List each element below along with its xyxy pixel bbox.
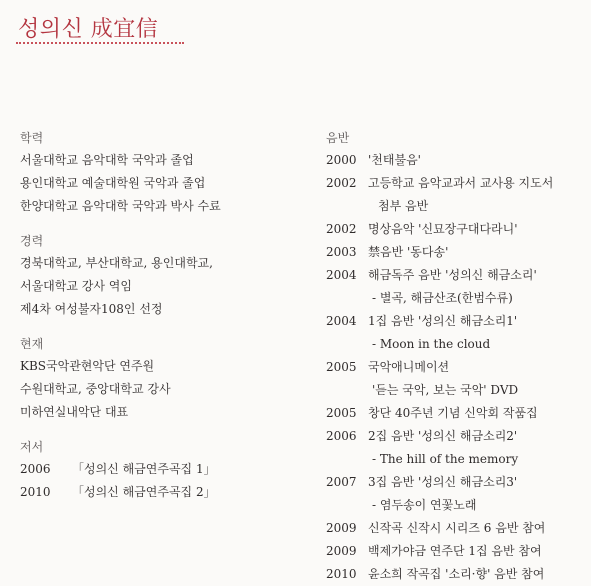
year: 2003: [326, 245, 357, 259]
list-item: [316, 540, 588, 563]
list-item: [20, 458, 310, 481]
list-item: [20, 481, 310, 504]
item-text: 국악애니메이션: [368, 360, 450, 374]
list-item: 경북대학교, 부산대학교, 용인대학교,: [20, 256, 213, 270]
year: 2009: [326, 521, 357, 535]
list-item: 용인대학교 예술대학원 국악과 졸업: [20, 176, 206, 190]
item-continuation: - Moon in the cloud: [372, 337, 491, 351]
section-heading: 저서: [20, 440, 44, 454]
career-section: [20, 230, 310, 321]
list-item: [316, 172, 588, 195]
item-continuation: '듣는 국악, 보는 국악' DVD: [372, 383, 519, 397]
section-heading: 음반: [326, 131, 350, 145]
year: 2002: [326, 176, 357, 190]
year: 2004: [326, 268, 357, 282]
list-item: [316, 425, 588, 448]
list-item: [316, 241, 588, 264]
list-item: [316, 356, 588, 379]
list-item: [316, 264, 588, 287]
year: 2005: [326, 360, 357, 374]
page-title: 성의신 成宜信: [18, 17, 159, 42]
item-continuation: - The hill of the memory: [372, 452, 519, 466]
section-heading: 경력: [20, 234, 44, 248]
year: 2010: [20, 485, 51, 499]
list-item: 수원대학교, 중앙대학교 강사: [20, 382, 171, 396]
list-item: [316, 563, 588, 586]
item-text: 해금독주 음반 '성의신 해금소리': [368, 268, 537, 282]
list-item: [316, 471, 588, 494]
list-item: [316, 402, 588, 425]
list-item: [316, 517, 588, 540]
year: 2006: [20, 462, 51, 476]
left-column: [20, 127, 310, 504]
year: 2010: [326, 567, 357, 581]
item-text: '천태불음': [368, 153, 421, 167]
item-text: 2집 음반 '성의신 해금소리2': [368, 429, 518, 443]
year: 2002: [326, 222, 357, 236]
list-item: 서울대학교 강사 역임: [20, 279, 132, 293]
list-item: 서울대학교 음악대학 국악과 졸업: [20, 153, 194, 167]
section-heading: 학력: [20, 131, 44, 145]
item-text: 백제가야금 연주단 1집 음반 참여: [368, 544, 542, 558]
year: 2005: [326, 406, 357, 420]
year: 2004: [326, 314, 357, 328]
list-item: [316, 149, 588, 172]
item-text: 3집 음반 '성의신 해금소리3': [368, 475, 518, 489]
item-text: 1집 음반 '성의신 해금소리1': [368, 314, 518, 328]
year: 2000: [326, 153, 357, 167]
item-text: 「성의신 해금연주곡집 2」: [72, 485, 216, 499]
list-item: [316, 310, 588, 333]
item-text: 윤소희 작곡집 '소리·향' 음반 참여: [368, 567, 545, 581]
item-continuation: - 염두송이 연꽃노래: [372, 498, 477, 512]
item-continuation: 첨부 음반: [378, 199, 429, 213]
item-text: 「성의신 해금연주곡집 1」: [72, 462, 216, 476]
item-continuation: - 별곡, 해금산조(한범수류): [372, 291, 513, 305]
item-text: 명상음악 '신묘장구대다라니': [368, 222, 518, 236]
current-section: [20, 333, 310, 424]
list-item: 제4차 여성불자108인 선정: [20, 302, 163, 316]
right-column: [316, 127, 588, 586]
item-text: 창단 40주년 기념 신악회 작품집: [368, 406, 538, 420]
item-text: 禁음반 '동다송': [368, 245, 449, 259]
title-underline: [16, 42, 184, 44]
item-text: 신작곡 신작시 시리즈 6 음반 참여: [368, 521, 546, 535]
works-section: [20, 436, 310, 504]
list-item: [316, 218, 588, 241]
list-item: 한양대학교 음악대학 국악과 박사 수료: [20, 199, 221, 213]
year: 2006: [326, 429, 357, 443]
list-item: 미하연실내악단 대표: [20, 405, 129, 419]
year: 2009: [326, 544, 357, 558]
list-item: KBS국악관현악단 연주원: [20, 359, 155, 373]
section-heading: 현재: [20, 337, 44, 351]
year: 2007: [326, 475, 357, 489]
education-section: [20, 127, 310, 218]
item-text: 고등학교 음악교과서 교사용 지도서: [368, 176, 554, 190]
